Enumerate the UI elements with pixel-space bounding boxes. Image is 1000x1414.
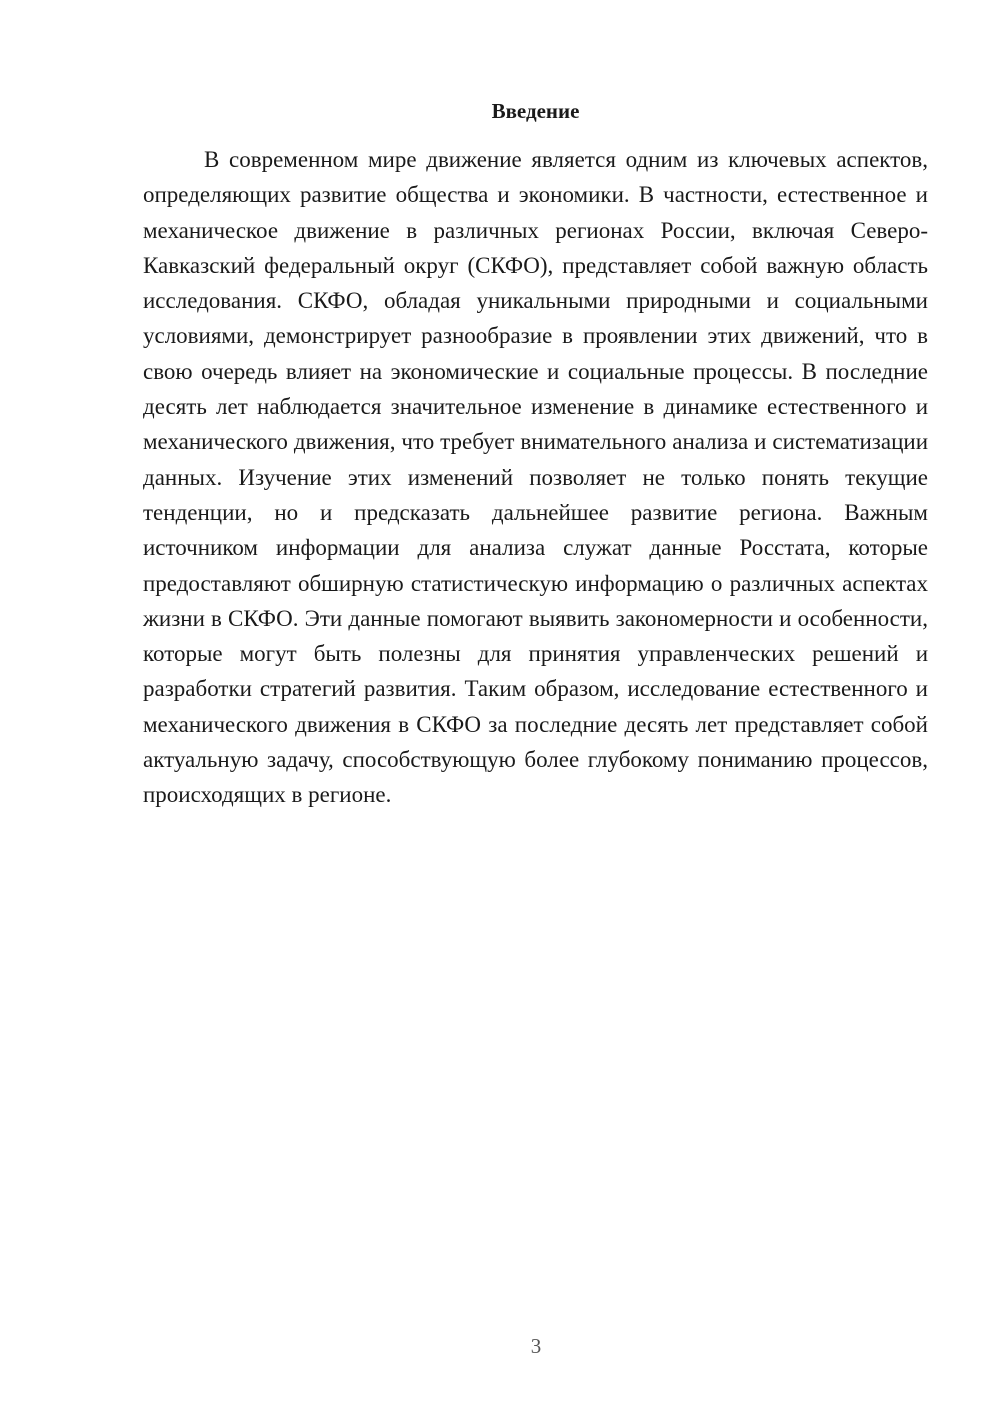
section-heading: Введение xyxy=(491,99,580,123)
page-number: 3 xyxy=(530,1334,542,1358)
body-paragraph: В современном мире движение является одним из ключевых аспектов, определяющих развитие общества и экономики. В частности, естественное и механическое движение в различных регионах России, включая Северо-Кавказский федеральный округ (СКФО), представляет собой важную область исследования. СКФО, обладая уникальными природными и социальными условиями, демонстрирует разнообразие в проявлении этих движений, что в свою очередь влияет на экономические и социальные процессы. В последние десять лет наблюдается значительное изменение в динамике естественного и механического движения, что требует внимательного анализа и систематизации данных. Изучение этих изменений позволяет не только понять текущие тенденции, но и предсказать дальнейшее развитие региона. Важным источником информации для анализа служат данные Росстата, которые предоставляют обширную статистическую информацию о различных аспектах жизни в СКФО. Эти данные помогают выявить закономерности и особенности, которые могут быть полезны для принятия управленческих решений и разработки стратегий развития. Таким образом, исследование естественного и механического движения в СКФО за последние десять лет представляет собой актуальную задачу, способствующую более глубокому пониманию процессов, происходящих в регионе. xyxy=(143,147,928,808)
